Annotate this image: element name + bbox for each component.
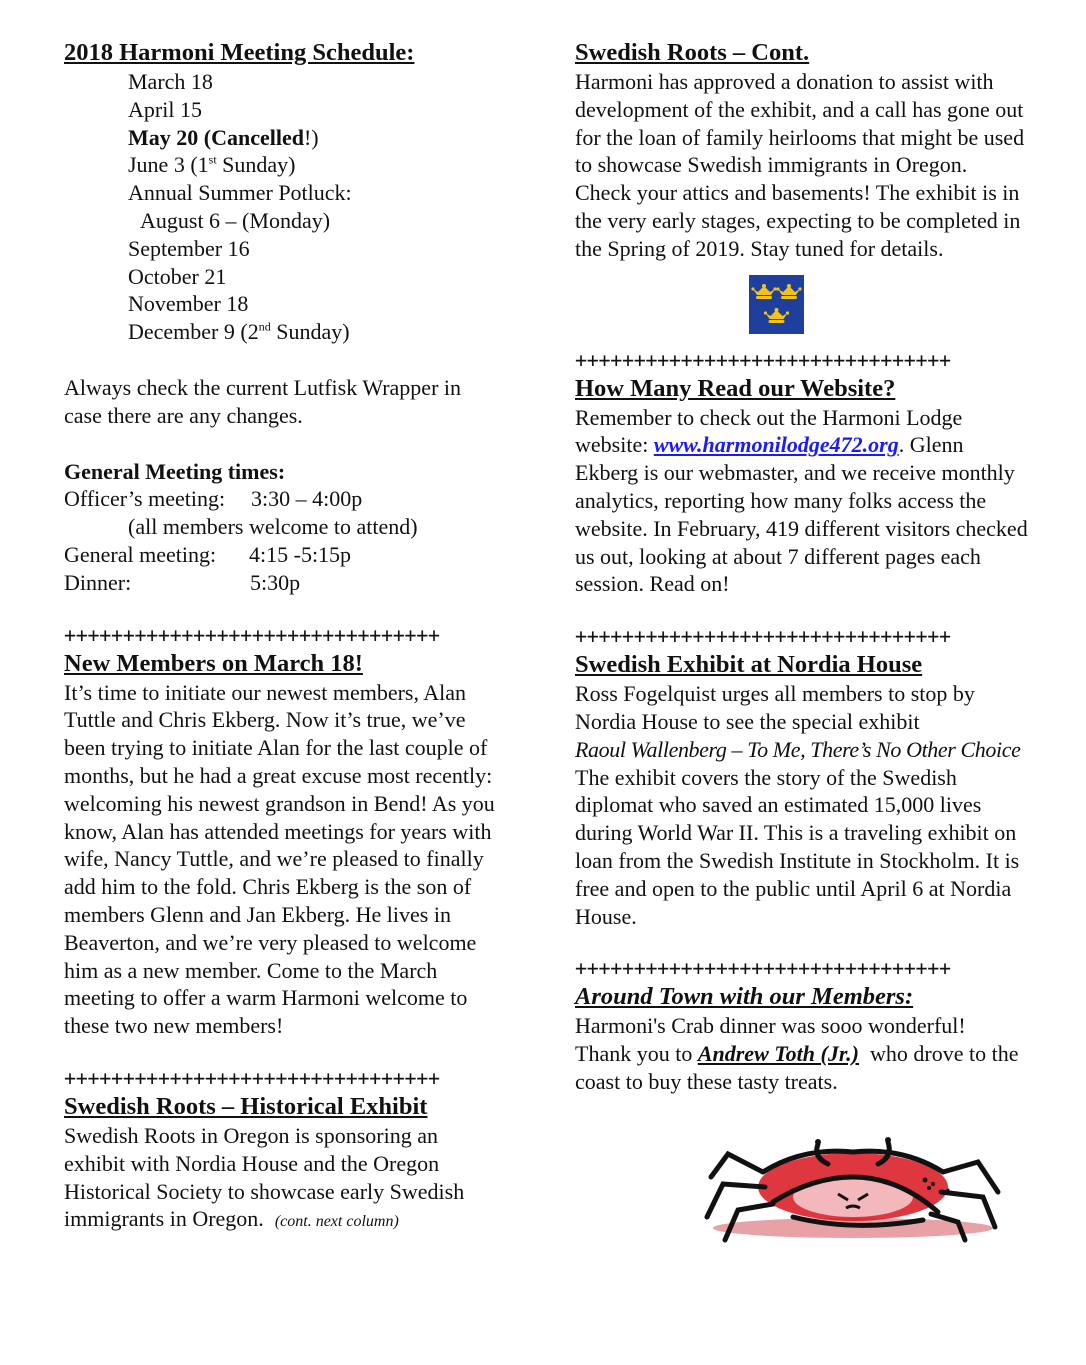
new-members-title: New Members on March 18! xyxy=(64,649,363,677)
swedish-roots-cont-body: Harmoni has approved a donation to assist with development of the exhibit, and a call has gone out for the loan of family heirlooms that might be used to showcase Swedish immigrants in Oregon. Check your attics and basements! The exhibit is in the very early stages, expecting to be completed in the Spring of 2019. Stay tuned for details. xyxy=(575,69,1025,261)
section-divider: ++++++++++++++++++++++++++++++++ xyxy=(64,622,440,647)
section-divider: ++++++++++++++++++++++++++++++++ xyxy=(575,956,951,981)
schedule-potluck-label: Annual Summer Potluck: xyxy=(128,180,352,206)
schedule-date: October 21 xyxy=(128,263,227,289)
three-crowns-flag-icon xyxy=(749,275,804,334)
schedule-note: Always check the current Lutfisk Wrapper in case there are any changes. xyxy=(64,374,462,428)
swedish-roots-body: Swedish Roots in Oregon is sponsoring an exhibit with Nordia House and the Oregon Historical Society to showcase early Swedish immigrants in Oregon. (cont. next column) xyxy=(64,1122,465,1232)
schedule-date: August 6 – (Monday) xyxy=(140,207,331,233)
crab-icon xyxy=(703,1132,1003,1244)
schedule-date: March 18 xyxy=(128,69,213,94)
swedish-roots-cont-title: Swedish Roots – Cont. xyxy=(575,39,810,66)
nordia-body-intro: Ross Fogelquist urges all members to stop by Nordia House to see the special exhibit xyxy=(575,681,975,734)
schedule-title: 2018 Harmoni Meeting Schedule: xyxy=(64,39,415,66)
schedule-date-cancelled: May 20 (Cancelled!) xyxy=(128,124,319,150)
left-column xyxy=(64,38,524,1236)
person-name: Andrew Toth (Jr.) xyxy=(697,1041,860,1067)
section-divider: ++++++++++++++++++++++++++++++++ xyxy=(575,624,951,649)
dinner-row: Dinner: 5:30p xyxy=(64,569,301,595)
section-divider: ++++++++++++++++++++++++++++++++ xyxy=(575,347,951,372)
website-link[interactable]: www.harmonilodge472.org xyxy=(653,432,899,458)
meeting-times-title: General Meeting times: xyxy=(64,458,286,484)
nordia-exhibit-title: Raoul Wallenberg – To Me, There’s No Other Choice xyxy=(575,736,1021,762)
right-column xyxy=(575,38,1045,1244)
around-town-title: Around Town with our Members: xyxy=(575,983,914,1011)
website-body: Remember to check out the Harmoni Lodge website: www.harmonilodge472.org. Glenn Ekberg is our webmaster, and we receive monthly analytics, reporting how many folks access the website. In February, 419 different visitors checked us out, looking at about 7 different pages each session. Read on! xyxy=(575,404,1028,597)
schedule-date: June 3 (1st Sunday) xyxy=(128,152,296,178)
around-town-line1: Harmoni's Crab dinner was sooo wonderful! xyxy=(575,1013,966,1039)
nordia-body: The exhibit covers the story of the Swedish diplomat who saved an estimated 15,000 lives during World War II. This is a traveling exhibit on loan from the Swedish Institute in Stockholm. It is free and open to the public until April 6 at Nordia House. xyxy=(575,764,1020,929)
general-meeting-row: General meeting: 4:15 -5:15p xyxy=(64,541,352,567)
around-town-thanks: Thank you to Andrew Toth (Jr.) who drove to the coast to buy these tasty treats. xyxy=(575,1041,1024,1094)
new-members-body: It’s time to initiate our newest members, Alan Tuttle and Chris Ekberg. Now it’s true, we’ve been trying to initiate Alan for the last couple of months, but he had a great excuse most recently: welcoming his newest grandson in Bend! As you know, Alan has attended meetings for years with wife, Nancy Tuttle, and we’re pleased to finally add him to the fold. Chris Ekberg is the son of members Glenn and Jan Ekberg. He lives in Beaverton, and we’re very pleased to welcome him as a new member. Come to the March meeting to offer a warm Harmoni welcome to these two new members! xyxy=(64,679,495,1039)
officers-meeting-note: (all members welcome to attend) xyxy=(128,514,418,540)
nordia-title: Swedish Exhibit at Nordia House xyxy=(575,651,923,679)
section-divider: ++++++++++++++++++++++++++++++++ xyxy=(64,1065,440,1090)
cont-note: (cont. next column) xyxy=(274,1213,399,1231)
schedule-date: November 18 xyxy=(128,291,249,317)
website-title: How Many Read our Website? xyxy=(575,374,896,402)
schedule-date: September 16 xyxy=(128,235,250,261)
swedish-roots-title: Swedish Roots – Historical Exhibit xyxy=(64,1092,428,1120)
cancelled-label: May 20 (Cancelled xyxy=(128,124,304,150)
schedule-date: December 9 (2nd Sunday) xyxy=(128,319,350,345)
officers-meeting-row: Officer’s meeting: 3:30 – 4:00p xyxy=(64,486,363,512)
schedule-date: April 15 xyxy=(128,96,202,122)
